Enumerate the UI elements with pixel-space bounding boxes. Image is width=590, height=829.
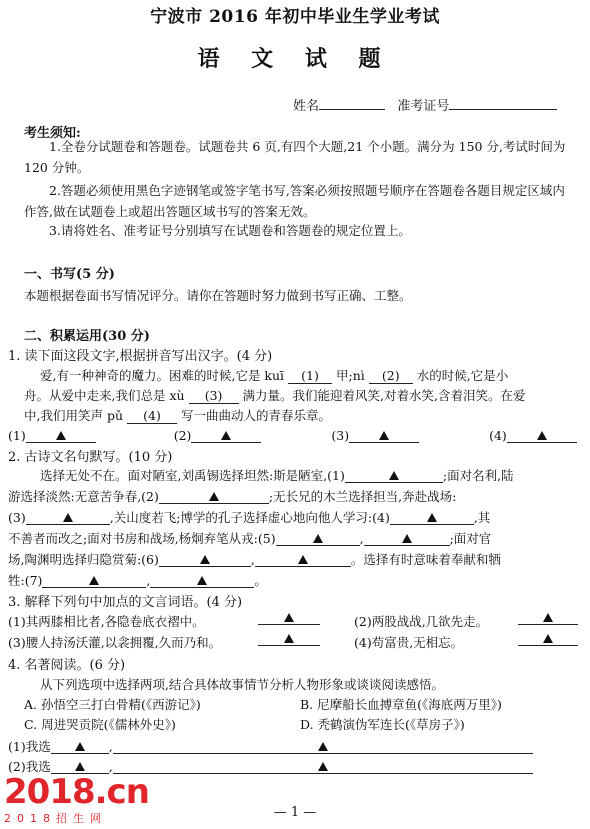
watermark-logo <box>4 772 149 826</box>
q3-blank-1 <box>258 610 320 625</box>
notice-heading: 考生须知: <box>24 126 81 141</box>
q2-text: , <box>146 573 151 588</box>
name-id-line <box>293 95 557 114</box>
q2-line-6 <box>8 571 582 589</box>
q1-text: 爱,有一种神奇的魔力。困难的时候,它是 kuī <box>40 368 285 383</box>
q2-text: , <box>359 531 364 546</box>
answer-blank[interactable] <box>364 531 450 546</box>
q1-text: 甲;nì <box>336 368 365 383</box>
q4-comma: , <box>108 739 113 754</box>
answer-blank[interactable] <box>26 510 110 525</box>
answer-marker-icon <box>89 576 99 585</box>
answer-blank[interactable] <box>42 573 146 588</box>
q4-option-a: A. 孙悟空三打白骨精(《西游记》) <box>24 697 201 712</box>
watermark-big-text: 2018.cn <box>4 772 149 812</box>
answer-marker-icon <box>543 634 553 643</box>
q1-answer-label: (1) <box>8 428 26 443</box>
answer-blank[interactable] <box>518 610 578 625</box>
answer-marker-icon <box>284 634 294 643</box>
answer-marker-icon <box>389 471 399 480</box>
answer-blank[interactable] <box>345 468 443 483</box>
section-1-text: 本题根据卷面书写情况评分。请你在答题时努力做到书写正确、工整。 <box>24 288 412 303</box>
notice-item-1: 1.全卷分试题卷和答题卷。试题卷共 6 页,有四个大题,21 个小题。满分为 150 分,考试时间为 120 分钟。 <box>24 139 566 175</box>
q1-text: 水的时候,它是小 <box>416 368 509 383</box>
answer-blank[interactable] <box>276 531 360 546</box>
answer-blank[interactable] <box>258 610 320 625</box>
q2-text: 牲:(7) <box>8 573 43 588</box>
q1-line-2 <box>24 386 590 404</box>
q2-text: 不善者而改之;面对书房和战场,杨炯弃笔从戎:(5) <box>8 531 276 546</box>
q1-blank-4: (4) <box>127 408 177 424</box>
exam-id-label: 准考证号 <box>397 99 450 114</box>
q2-text: 场,陶渊明选择归隐赏菊:(6) <box>8 552 159 567</box>
q3-text: (3)腰人持汤沃灌,以衾拥覆,久而乃和。 <box>8 635 222 650</box>
answer-marker-icon <box>56 431 66 440</box>
q1-text: 中,我们用笑声 pǔ <box>24 408 123 423</box>
notice-item-3: 3.请将姓名、准考证号分别填写在试题卷和答题卷的规定位置上。 <box>49 223 411 238</box>
answer-marker-icon <box>537 431 547 440</box>
answer-blank[interactable] <box>507 428 577 443</box>
watermark-small-text: 2018招生网 <box>4 812 107 825</box>
q3-text: (1)其两膝相比者,各隐卷底衣褶中。 <box>8 614 205 629</box>
q3-text: (2)两股战战,几欲先走。 <box>354 614 489 629</box>
q2-text: 选择无处不在。面对陋室,刘禹锡选择坦然:斯是陋室,(1) <box>40 468 345 483</box>
exam-id-blank[interactable] <box>449 96 557 110</box>
q3-item-4 <box>354 633 463 651</box>
q1-blank-2: (2) <box>369 368 413 384</box>
answer-marker-icon <box>318 762 328 771</box>
answer-marker-icon <box>75 742 85 751</box>
q1-answer-label: (3) <box>331 428 350 443</box>
q2-prompt: 2. 古诗文名句默写。(10 分) <box>8 450 173 465</box>
q4-comma: , <box>108 759 113 774</box>
q1-line-3 <box>24 406 590 424</box>
q2-text: , <box>250 552 255 567</box>
q2-text: ,其 <box>473 510 491 525</box>
notice-item-2: 2.答题必须使用黑色字迹钢笔或签字笔书写,答案必须按照题号顺序在答题卷各题目规定区域内作答,做在试题卷上或超出答题区域书写的答案无效。 <box>24 183 565 219</box>
q2-line-3 <box>8 508 582 526</box>
answer-blank[interactable] <box>150 573 254 588</box>
q3-item-1 <box>8 612 205 630</box>
answer-marker-icon <box>197 576 207 585</box>
answer-blank[interactable] <box>159 489 269 504</box>
q4-answer-1 <box>8 737 533 755</box>
q1-text: 舟。从爱中走来,我们总是 xù <box>24 388 185 403</box>
answer-blank[interactable] <box>518 631 578 646</box>
q1-answer-label: (4) <box>489 428 507 443</box>
q2-text: ;面对名利,陆 <box>442 468 514 483</box>
q2-line-2 <box>8 487 582 505</box>
q3-prompt: 3. 解释下列句中加点的文言词语。(4 分) <box>8 595 243 610</box>
q2-text: ;无长兄的木兰选择担当,奔赴战场: <box>268 489 457 504</box>
q4-answer-label: (2)我选 <box>8 759 51 774</box>
answer-blank[interactable] <box>113 739 533 754</box>
q1-answer-row <box>8 428 582 443</box>
section-1-heading: 一、书写(5 分) <box>24 267 115 282</box>
q1-blank-3: (3) <box>189 388 239 404</box>
answer-marker-icon <box>221 431 231 440</box>
q2-text: 游选择淡然:无意苦争春,(2) <box>8 489 159 504</box>
q2-text: ;面对官 <box>449 531 492 546</box>
q3-text: (4)苟富贵,无相忘。 <box>354 635 464 650</box>
q3-blank-2 <box>518 610 578 625</box>
section-2-heading: 二、积累运用(30 分) <box>24 329 150 344</box>
answer-marker-icon <box>200 555 210 564</box>
q1-blank-1: (1) <box>288 368 332 384</box>
q2-text: (3) <box>8 510 26 525</box>
q2-line-5 <box>8 550 582 568</box>
answer-marker-icon <box>427 513 437 522</box>
answer-marker-icon <box>402 534 412 543</box>
answer-blank[interactable] <box>349 428 419 443</box>
answer-marker-icon <box>379 431 389 440</box>
answer-marker-icon <box>313 534 323 543</box>
q3-item-3 <box>8 633 221 651</box>
q1-text: 满力量。我们能迎着风笑,对着水笑,含着泪笑。在爱 <box>242 388 526 403</box>
q2-line-1 <box>40 466 590 484</box>
exam-title: 宁波市 2016 年初中毕业生学业考试 <box>150 7 440 27</box>
q2-line-4 <box>8 529 582 547</box>
name-label: 姓名 <box>293 99 320 114</box>
q4-prompt: 4. 名著阅读。(6 分) <box>8 658 126 673</box>
answer-blank[interactable] <box>255 552 351 567</box>
q3-item-2 <box>354 612 488 630</box>
q2-text: 。 <box>254 573 267 588</box>
q1-line-1 <box>40 366 590 384</box>
answer-marker-icon <box>209 492 219 501</box>
q4-answer-label: (1)我选 <box>8 739 51 754</box>
q3-blank-3 <box>258 631 320 646</box>
answer-marker-icon <box>63 513 73 522</box>
answer-marker-icon <box>298 555 308 564</box>
q1-text: 写一曲曲动人的青春乐章。 <box>180 408 331 423</box>
answer-blank[interactable] <box>159 552 251 567</box>
name-blank[interactable] <box>319 96 385 110</box>
q4-option-d: D. 秃鹤演伪军连长(《草房子》) <box>300 717 465 732</box>
q3-blank-4 <box>518 631 578 646</box>
q2-text: 。选择有时意味着奉献和牺 <box>350 552 501 567</box>
q2-text: ,关山度若飞;博学的孔子选择虚心地向他人学习:(4) <box>109 510 390 525</box>
answer-marker-icon <box>543 613 553 622</box>
answer-blank[interactable] <box>51 739 109 754</box>
subject-title: 语 文 试 题 <box>197 46 393 72</box>
answer-blank[interactable] <box>26 428 96 443</box>
q4-option-b: B. 尼摩船长血搏章鱼(《海底两万里》) <box>300 697 502 712</box>
answer-blank[interactable] <box>113 759 533 774</box>
q1-answer-label: (2) <box>173 428 192 443</box>
answer-blank[interactable] <box>390 510 474 525</box>
page-number: — 1 — <box>273 805 317 820</box>
q4-instruction: 从下列选项中选择两项,结合具体故事情节分析人物形象或谈谈阅读感悟。 <box>40 677 444 692</box>
q1-prompt: 1. 读下面这段文字,根据拼音写出汉字。(4 分) <box>8 349 273 364</box>
answer-marker-icon <box>75 762 85 771</box>
answer-blank[interactable] <box>191 428 261 443</box>
answer-marker-icon <box>284 613 294 622</box>
q4-option-c: C. 周进哭贡院(《儒林外史》) <box>24 717 176 732</box>
answer-marker-icon <box>318 742 328 751</box>
answer-blank[interactable] <box>258 631 320 646</box>
